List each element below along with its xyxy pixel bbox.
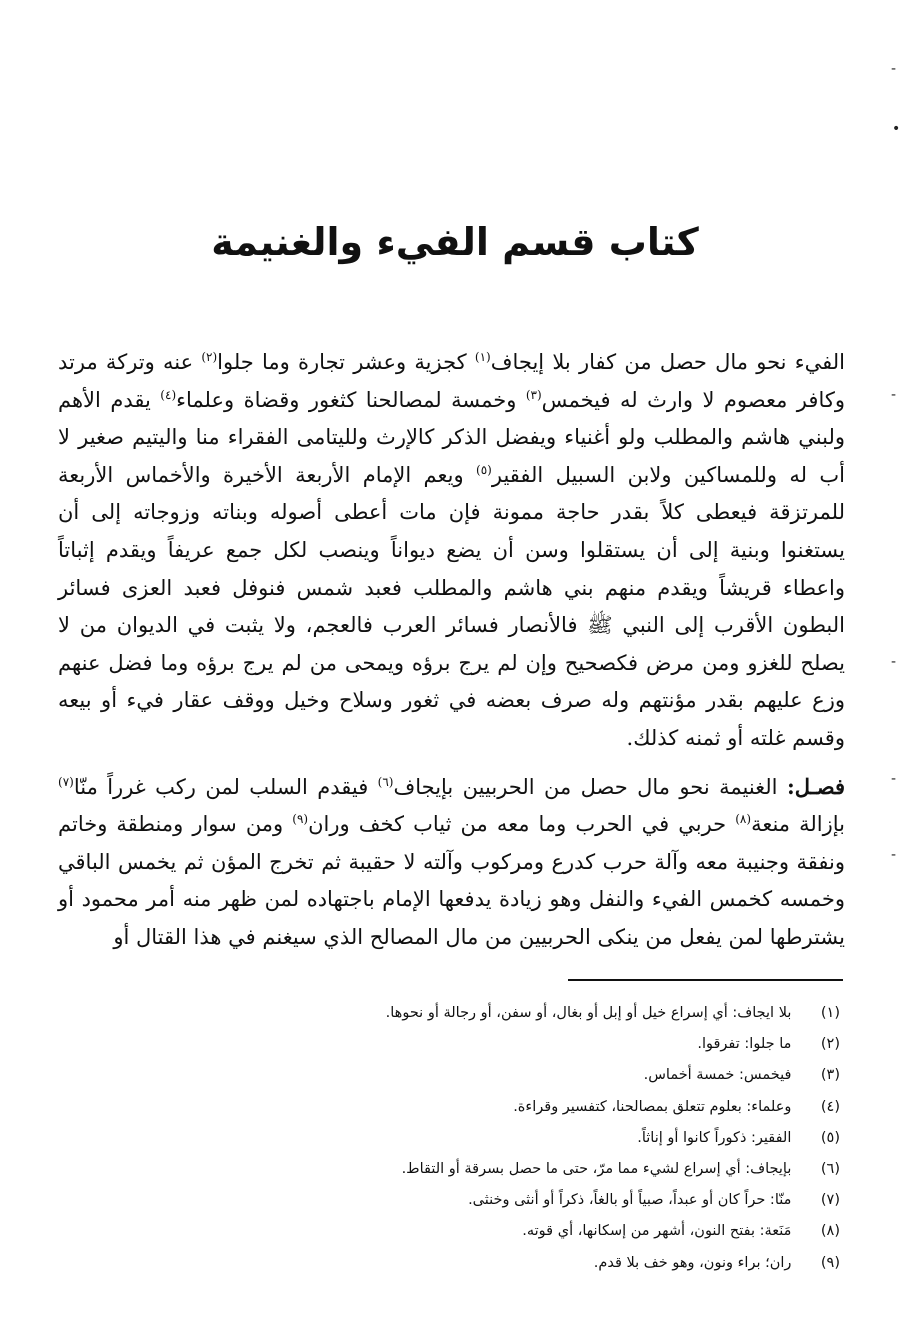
footnote-text: بإيجاف: أي إسراع لشيء مما مرّ، حتى ما حصل بسرقة أو التقاط. xyxy=(401,1160,792,1177)
footnote-number: (٦) xyxy=(820,1160,840,1177)
footnote-ref-4: (٤) xyxy=(160,387,177,402)
footnote-text: مَنَعة: بفتح النون، أشهر من إسكانها، أي قوته. xyxy=(522,1223,792,1240)
footnote-text: الفقير: ذكوراً كانوا أو إناثاً. xyxy=(637,1129,792,1146)
footnote-text: ران؛ براء ونون، وهو خف بلا قدم. xyxy=(593,1254,792,1271)
footnote-item xyxy=(230,1248,840,1279)
footnote-text: وعلماء: بعلوم تتعلق بمصالحنا، كتفسير وقراءة. xyxy=(513,1098,792,1115)
page-title: كتاب قسم الفيء والغنيمة xyxy=(211,220,699,264)
text-run: وخمسة لمصالحنا كثغور وقضاة وعلماء xyxy=(176,387,526,412)
text-run: عنه وتركة مرتد وكافر معصوم لا وارث له فيخمس xyxy=(58,350,845,412)
main-text xyxy=(58,344,845,957)
footnote-number: (٩) xyxy=(820,1254,840,1271)
text-run: ومن سوار ومنطقة وخاتم ونفقة وجنيبة معه وآلة حرب كدرع ومركوب وآلته لا حقيبة ثم تخرج المؤن ثم يخمس الباقي وخمسه كخمس الفيء والنفل وهو زيادة يدفعها الإمام باجتهاده لمن ظهر منه أمر محمود أو يشترطها لمن يفعل من ينكى الحربيين من مال المصالح الذي سيغنم في هذا القتال أو xyxy=(58,812,845,949)
footnote-ref-7: (٧) xyxy=(58,774,74,789)
footnote-ref-8: (٨) xyxy=(735,812,752,827)
footnote-item xyxy=(230,1123,840,1154)
footnote-number: (٣) xyxy=(820,1067,840,1084)
footnote-number: (١) xyxy=(820,1005,840,1021)
paragraph-ghanima xyxy=(58,768,845,957)
footnote-text: بلا ايجاف: أي إسراع خيل أو إبل أو بغال، أو سفن، أو رجالة أو نحوها. xyxy=(385,1005,792,1021)
footnote-text: منّا: حراً كان أو عبداً، صبياً أو بالغاً، ذكراً أو أنثى وخنثى. xyxy=(468,1192,792,1209)
footnote-ref-3: (٣) xyxy=(525,387,542,402)
footnote-number: (٢) xyxy=(820,1036,840,1053)
footnote-number: (٨) xyxy=(820,1223,840,1240)
footnote-ref-6: (٦) xyxy=(377,774,394,789)
text-run: حربي في الحرب وما معه من ثياب كخف وران xyxy=(308,812,736,837)
footnote-ref-9: (٩) xyxy=(292,812,309,827)
section-heading: فصـل: xyxy=(786,773,845,799)
footnote-separator xyxy=(568,979,843,981)
footnote-item xyxy=(230,998,840,1029)
paragraph-fay xyxy=(58,344,845,758)
footnote-text: فيخمس: خمسة أخماس. xyxy=(643,1067,792,1084)
margin-mark: - xyxy=(891,847,897,863)
footnote-number: (٥) xyxy=(820,1129,840,1146)
text-run: كجزية وعشر تجارة وما جلوا xyxy=(217,350,475,374)
text-run: الفيء نحو مال حصل من كفار بلا إيجاف xyxy=(490,350,845,374)
footnote-ref-5: (٥) xyxy=(476,462,492,477)
footnote-ref-2: (٢) xyxy=(201,350,218,364)
footnotes-list xyxy=(230,998,840,1279)
footnote-ref-1: (١) xyxy=(474,350,491,364)
text-run: الغنيمة نحو مال حصل من الحربيين بإيجاف xyxy=(393,774,787,799)
paragraph-gap xyxy=(58,758,845,768)
margin-mark: - xyxy=(891,61,897,77)
footnote-item xyxy=(230,1029,840,1060)
margin-mark: - xyxy=(891,771,897,787)
text-run: فيقدم السلب لمن ركب غرراً منّا xyxy=(73,774,378,799)
footnote-text: ما جلوا: تفرقوا. xyxy=(697,1036,792,1053)
footnote-item xyxy=(230,1092,840,1123)
footnote-item xyxy=(230,1060,840,1091)
text-run: بإزالة منعة xyxy=(751,812,845,837)
margin-mark: - xyxy=(891,387,897,403)
margin-mark: • xyxy=(892,121,901,137)
text-run: ويعم الإمام الأربعة الأخيرة والأخماس الأربعة للمرتزقة فيعطى كلاً بقدر حاجة ممونة فإن مات أعطى أصوله وبناته وزوجاته إلى أن يستغنوا وبنية إلى أن يستقلوا وسن أن يضع ديواناً وينصب لكل جمع عريفاً ويقدم إثباتاً واعطاء قريشاً ويقدم منهم بني هاشم والمطلب فعبد شمس فنوفل فعبد العزى فسائر البطون الأقرب إلى النبي ﷺ فالأنصار فسائر العرب فالعجم، ولا يثبت في الديوان من لا يصلح للغزو ومن مرض فكصحيح وإن لم يرج برؤه ويمحى من لم يرج برؤه وما فضل عنهم وزع عليهم بقدر مؤنتهم وله صرف بعضه في ثغور وسلاح وخيل ووقف عقار فيء أو بيعه وقسم غلته أو ثمنه كذلك. xyxy=(58,462,845,750)
footnote-item xyxy=(230,1216,840,1247)
text-run: يقدم الأهم ولبني هاشم والمطلب ولو أغنياء ويفضل الذكر كالإرث ولليتامى الفقراء منا واليتيم صغير لا أب له وللمساكين ولابن السبيل الفقير xyxy=(58,387,845,487)
footnote-number: (٤) xyxy=(820,1098,840,1115)
margin-mark: - xyxy=(891,654,897,670)
footnote-item xyxy=(230,1185,840,1216)
footnote-item xyxy=(230,1154,840,1185)
footnote-number: (٧) xyxy=(820,1192,840,1209)
